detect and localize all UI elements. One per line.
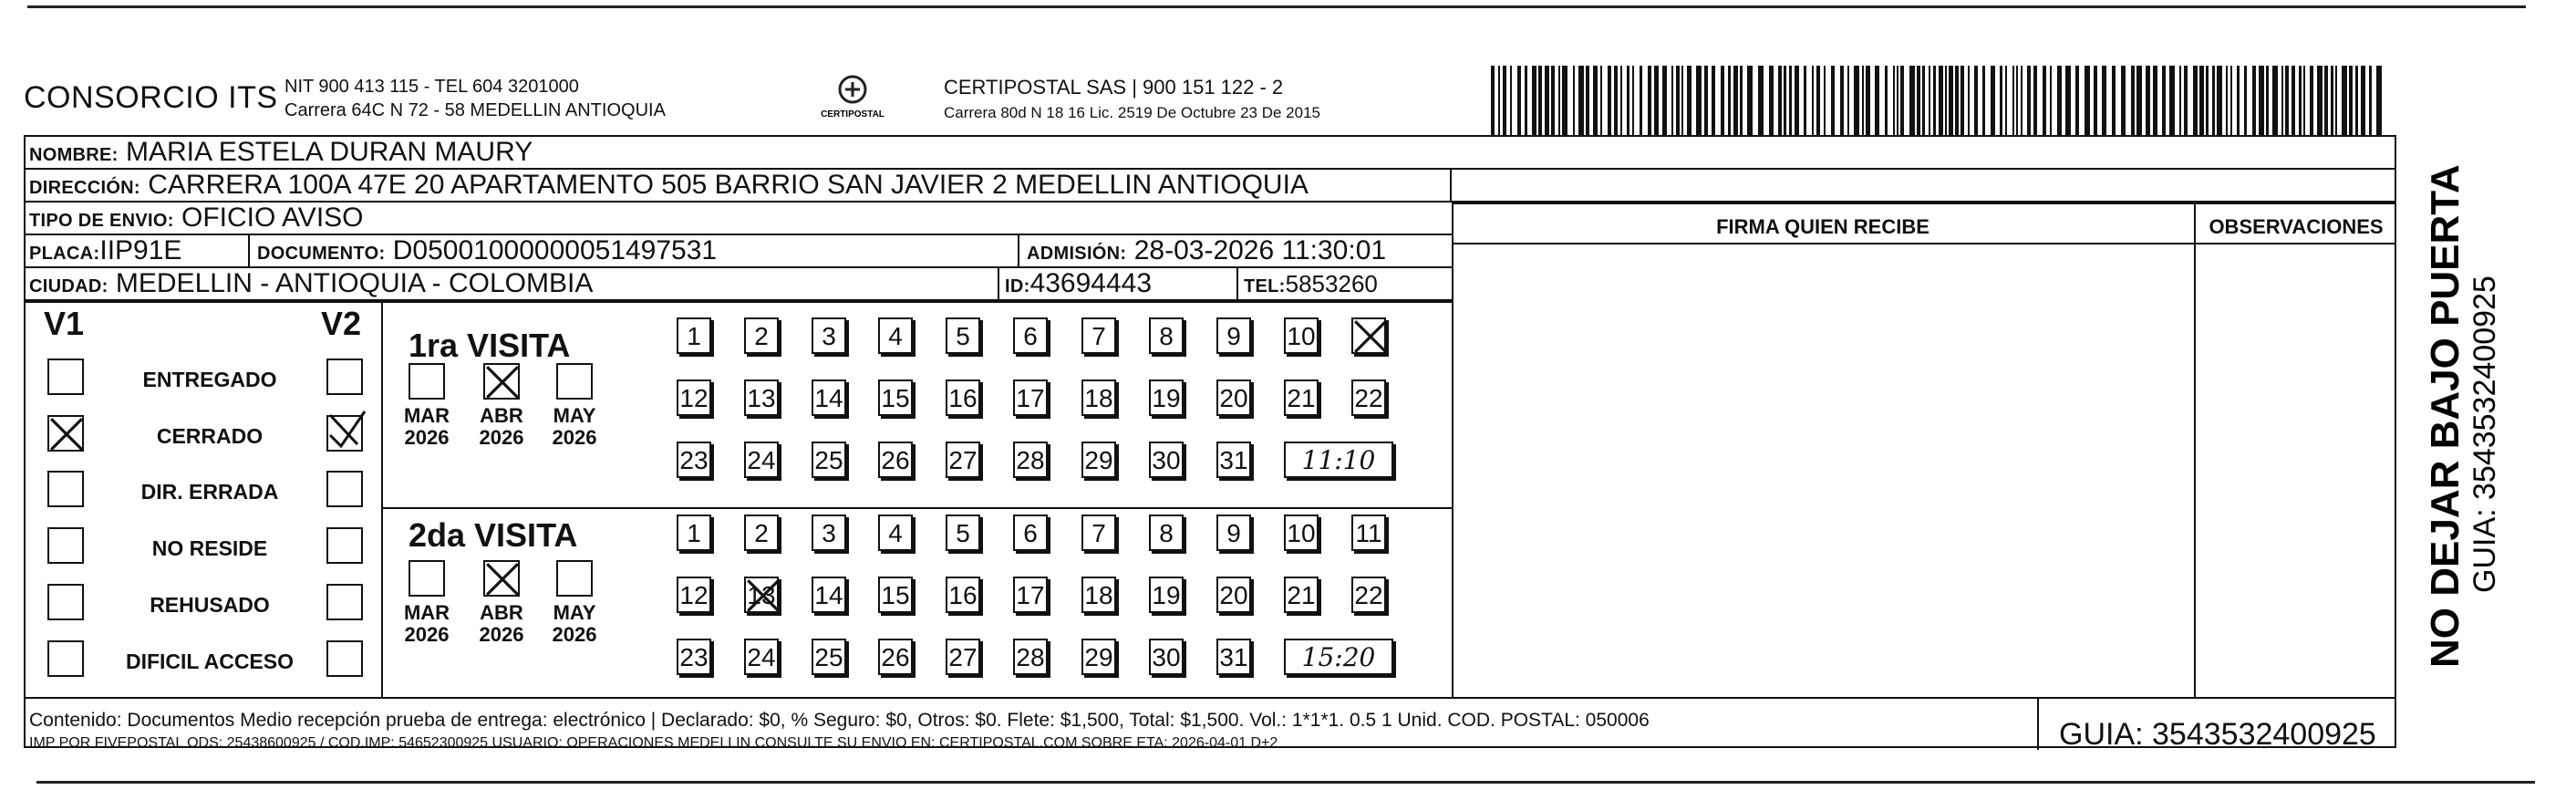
barcode-bar: [2226, 66, 2228, 137]
barcode-bar: [1769, 66, 1774, 137]
barcode-bar: [2217, 66, 2222, 137]
barcode-bar: [2179, 66, 2181, 137]
barcode-bar: [2285, 66, 2289, 137]
top-rule: [27, 5, 2526, 8]
imp-line: IMP POR FIVEPOSTAL ODS: 25438600925 / COD.IMP: 54652300925 USUARIO: OPERACIONES MEDELLIN CONSULTE SU ENVIO EN: CERTIPOSTAL.COM SOBRE ETA: 2026-04-01 D+2: [29, 735, 1278, 751]
day-box[interactable]: 28: [1013, 442, 1048, 478]
day-box[interactable]: 31: [1216, 442, 1251, 478]
signature-area[interactable]: [1455, 246, 2190, 693]
barcode-bar: [1740, 66, 1743, 137]
day-box[interactable]: 22: [1351, 379, 1386, 416]
barcode-bar: [1922, 66, 1925, 137]
tel-label: TEL:: [1244, 276, 1286, 296]
barcode-bar: [2212, 66, 2215, 137]
month-checkbox[interactable]: [409, 560, 445, 597]
day-box[interactable]: 18: [1081, 379, 1116, 416]
barcode-bar: [1893, 66, 1895, 137]
barcode-bar: [1525, 66, 1527, 137]
barcode-bar: [2027, 66, 2031, 137]
month-label: [474, 602, 529, 646]
day-box[interactable]: 14: [812, 577, 846, 613]
barcode-bar: [1640, 66, 1642, 137]
city-label: CIUDAD:: [29, 276, 109, 296]
logo-text: CERTIPOSTAL: [821, 109, 885, 120]
document-number: D05001000000051497531: [392, 235, 718, 265]
certipostal-logo: [812, 69, 894, 126]
month-name: MAR: [403, 404, 450, 427]
barcode-bar: [1854, 66, 1859, 137]
day-box[interactable]: 12: [677, 577, 711, 613]
v1-checkbox[interactable]: [47, 471, 84, 507]
day-box[interactable]: 4: [878, 515, 913, 551]
barcode-bar: [1974, 66, 1978, 137]
barcode-bar: [2050, 66, 2052, 137]
month-checkbox[interactable]: [409, 363, 445, 400]
barcode-bar: [1885, 66, 1888, 137]
barcode-bar: [1816, 66, 1820, 137]
barcode-bar: [2252, 66, 2256, 137]
day-box[interactable]: 25: [812, 442, 846, 478]
day-box[interactable]: 6: [1013, 515, 1048, 551]
city-row: [24, 268, 1452, 301]
barcode-bar: [1538, 66, 1542, 137]
day-box[interactable]: 20: [1216, 577, 1251, 613]
address-row: [24, 170, 2396, 203]
v2-checkbox[interactable]: [326, 584, 363, 620]
v2-checkbox[interactable]: [326, 415, 363, 452]
barcode-bar: [1517, 66, 1521, 137]
barcode-bar: [2065, 66, 2071, 137]
v1-label: V1: [44, 305, 85, 342]
day-box[interactable]: 13: [744, 379, 779, 416]
barcode-bar: [1728, 66, 1731, 137]
month-year: 2026: [479, 623, 524, 646]
day-box[interactable]: 2: [744, 317, 779, 354]
id-label: ID:: [1005, 276, 1030, 296]
barcode-bar: [1620, 66, 1622, 137]
v2-checkbox[interactable]: [326, 471, 363, 507]
month-label: [399, 405, 454, 449]
day-box[interactable]: 3: [812, 317, 846, 354]
barcode-bar: [1648, 66, 1651, 137]
barcode-bar: [1778, 66, 1782, 137]
barcode-bar: [1831, 66, 1835, 137]
day-box[interactable]: 7: [1081, 317, 1116, 354]
barcode-bar: [2369, 66, 2372, 137]
barcode-bar: [1875, 66, 1879, 137]
day-box[interactable]: 6: [1013, 317, 1048, 354]
barcode: [1491, 66, 2389, 137]
id-number: 43694443: [1029, 268, 1153, 298]
barcode-bar: [1955, 66, 1959, 137]
barcode-bar: [2162, 66, 2166, 137]
month-year: 2026: [552, 623, 597, 646]
month-year: 2026: [552, 426, 597, 449]
day-box[interactable]: 28: [1013, 639, 1048, 675]
month-label: [474, 405, 529, 449]
carrier-resolution: Carrera 80d N 18 16 Lic. 2519 De Octubre 23 De 2015: [944, 104, 1320, 121]
document-label: DOCUMENTO:: [257, 244, 386, 264]
day-box[interactable]: [1351, 317, 1386, 354]
barcode-bar: [2043, 66, 2046, 137]
name-label: NOMBRE:: [29, 145, 119, 165]
barcode-bar: [2033, 66, 2037, 137]
barcode-bar: [1804, 66, 1806, 137]
day-box[interactable]: 22: [1351, 577, 1386, 613]
recipient-name: MARIA ESTELA DURAN MAURY: [126, 137, 533, 167]
barcode-bar: [1789, 66, 1792, 137]
v1-checkbox[interactable]: [47, 640, 84, 677]
barcode-bar: [1498, 66, 1500, 137]
barcode-bar: [1991, 66, 1995, 137]
barcode-bar: [2303, 66, 2305, 137]
barcode-bar: [1939, 66, 1943, 137]
address-label: DIRECCIÓN:: [29, 178, 140, 198]
barcode-bar: [1632, 66, 1634, 137]
barcode-bar: [2199, 66, 2204, 137]
month-label: [547, 602, 602, 646]
barcode-bar: [2131, 66, 2135, 137]
time-box[interactable]: 11:10: [1284, 442, 1393, 478]
barcode-bar: [1608, 66, 1611, 137]
day-box[interactable]: 18: [1081, 577, 1116, 613]
month-name: MAR: [403, 601, 450, 624]
barcode-bar: [1784, 66, 1786, 137]
send-type: OFICIO AVISO: [181, 203, 364, 233]
barcode-bar: [2085, 66, 2090, 137]
no-dejar-text: NO DEJAR BAJO PUERTA: [2423, 164, 2467, 668]
barcode-bar: [2310, 66, 2313, 137]
day-box[interactable]: 29: [1081, 639, 1116, 675]
barcode-bar: [2136, 66, 2142, 137]
barcode-bar: [2259, 66, 2264, 137]
barcode-bar: [2342, 66, 2347, 137]
barcode-bar: [1532, 66, 1536, 137]
day-box[interactable]: 5: [946, 317, 980, 354]
barcode-bar: [2146, 66, 2150, 137]
barcode-bar: [2299, 66, 2302, 137]
month-checkbox[interactable]: [556, 363, 593, 400]
v1-checkbox[interactable]: [47, 359, 84, 395]
day-box[interactable]: 4: [878, 317, 913, 354]
day-box[interactable]: 23: [677, 639, 711, 675]
barcode-bar: [2272, 66, 2278, 137]
barcode-bar: [1840, 66, 1844, 137]
barcode-bar: [1600, 66, 1602, 137]
barcode-bar: [2169, 66, 2175, 137]
admission-label: ADMISIÓN:: [1027, 244, 1127, 264]
day-box[interactable]: 2: [744, 515, 779, 551]
observations-area[interactable]: [2198, 246, 2393, 693]
status-label: CERRADO: [156, 424, 264, 448]
barcode-bar: [2075, 66, 2079, 137]
visit1-title: 1ra VISITA: [409, 327, 571, 364]
barcode-bar: [2266, 66, 2269, 137]
barcode-bar: [2021, 66, 2023, 137]
plate-row: [24, 235, 1452, 268]
day-box[interactable]: 17: [1013, 379, 1048, 416]
barcode-bar: [1562, 66, 1567, 137]
day-box[interactable]: 15: [878, 379, 913, 416]
name-row: [24, 137, 2396, 170]
recipient-address: CARRERA 100A 47E 20 APARTAMENTO 505 BARRIO SAN JAVIER 2 MEDELLIN ANTIOQUIA: [148, 170, 1309, 200]
status-label: REHUSADO: [150, 593, 270, 617]
barcode-bar: [1712, 66, 1715, 137]
month-name: ABR: [480, 601, 523, 624]
month-name: MAY: [553, 404, 596, 427]
barcode-bar: [1747, 66, 1753, 137]
barcode-bar: [1824, 66, 1826, 137]
barcode-bar: [1933, 66, 1936, 137]
barcode-bar: [1614, 66, 1618, 137]
day-box[interactable]: 29: [1081, 442, 1116, 478]
day-box[interactable]: 12: [677, 379, 711, 416]
month-year: 2026: [479, 426, 524, 449]
barcode-bar: [1968, 66, 1970, 137]
barcode-bar: [1578, 66, 1584, 137]
month-checkbox[interactable]: [556, 560, 593, 597]
signature-header: FIRMA QUIEN RECIBE: [1716, 215, 1929, 238]
day-box[interactable]: 26: [878, 639, 913, 675]
v1-checkbox[interactable]: [47, 415, 84, 452]
barcode-bar: [1503, 66, 1506, 137]
barcode-bar: [2206, 66, 2209, 137]
barcode-bar: [1551, 66, 1555, 137]
barcode-bar: [1627, 66, 1629, 137]
barcode-bar: [1758, 66, 1764, 137]
barcode-bar: [2331, 66, 2333, 137]
barcode-bar: [2292, 66, 2295, 137]
barcode-bar: [1900, 66, 1904, 137]
barcode-bar: [1704, 66, 1708, 137]
barcode-bar: [2355, 66, 2358, 137]
day-box[interactable]: 16: [946, 379, 980, 416]
day-box[interactable]: 1: [677, 317, 711, 354]
barcode-bar: [1812, 66, 1814, 137]
barcode-bar: [2012, 66, 2014, 137]
day-box[interactable]: 26: [878, 442, 913, 478]
barcode-bar: [2281, 66, 2283, 137]
barcode-bar: [1795, 66, 1799, 137]
city: MEDELLIN - ANTIOQUIA - COLOMBIA: [115, 268, 594, 298]
day-box[interactable]: 19: [1149, 577, 1184, 613]
day-box[interactable]: 9: [1216, 515, 1251, 551]
day-box[interactable]: 13: [744, 577, 779, 613]
barcode-bar: [1558, 66, 1560, 137]
month-checkbox[interactable]: [483, 363, 520, 400]
address-line: Carrera 64C N 72 - 58 MEDELLIN ANTIOQUIA: [284, 100, 666, 120]
observations-header: OBSERVACIONES: [2209, 215, 2384, 238]
status-label: DIR. ERRADA: [140, 480, 279, 504]
barcode-bar: [1949, 66, 1953, 137]
barcode-bar: [2244, 66, 2247, 137]
day-box[interactable]: 25: [812, 639, 846, 675]
admission-datetime: 28-03-2026 11:30:01: [1133, 235, 1387, 265]
v1-checkbox[interactable]: [47, 527, 84, 564]
nit-line: NIT 900 413 115 - TEL 604 3201000: [284, 77, 579, 97]
day-box[interactable]: 14: [812, 379, 846, 416]
day-box[interactable]: 10: [1284, 515, 1319, 551]
plate-label: PLACA:: [29, 244, 100, 264]
status-label: NO RESIDE: [151, 536, 268, 560]
barcode-bar: [2376, 66, 2382, 137]
barcode-bar: [2057, 66, 2062, 137]
barcode-bar: [2102, 66, 2106, 137]
v1-checkbox[interactable]: [47, 584, 84, 620]
day-box[interactable]: 10: [1284, 317, 1319, 354]
barcode-bar: [1862, 66, 1864, 137]
barcode-bar: [2094, 66, 2097, 137]
send-type-label: TIPO DE ENVIO:: [29, 211, 174, 231]
day-box[interactable]: 27: [946, 639, 980, 675]
day-box[interactable]: 21: [1284, 577, 1319, 613]
barcode-bar: [1586, 66, 1589, 137]
barcode-bar: [1945, 66, 1947, 137]
barcode-bar: [1733, 66, 1738, 137]
day-box[interactable]: 17: [1013, 577, 1048, 613]
day-box[interactable]: 30: [1149, 639, 1184, 675]
barcode-bar: [2005, 66, 2007, 137]
day-box[interactable]: 24: [744, 442, 779, 478]
visit2-title: 2da VISITA: [409, 516, 578, 554]
day-box[interactable]: 20: [1216, 379, 1251, 416]
barcode-bar: [2016, 66, 2018, 137]
barcode-bar: [1696, 66, 1702, 137]
month-name: MAY: [553, 601, 596, 624]
carrier-info: [944, 75, 1320, 126]
day-box[interactable]: 31: [1216, 639, 1251, 675]
barcode-bar: [1593, 66, 1598, 137]
barcode-bar: [2153, 66, 2157, 137]
barcode-bar: [2237, 66, 2240, 137]
barcode-bar: [1897, 66, 1898, 137]
day-box[interactable]: 15: [878, 577, 913, 613]
barcode-bar: [2335, 66, 2337, 137]
day-box[interactable]: 19: [1149, 379, 1184, 416]
day-box[interactable]: 16: [946, 577, 980, 613]
day-box[interactable]: 30: [1149, 442, 1184, 478]
status-label: DIFICIL ACCESO: [125, 650, 294, 673]
carrier-line: CERTIPOSTAL SAS | 900 151 122 - 2: [944, 76, 1284, 99]
guia-number: GUIA: 3543532400925: [2059, 717, 2376, 752]
month-checkbox[interactable]: [483, 560, 520, 597]
day-box[interactable]: 7: [1081, 515, 1116, 551]
month-label: [547, 405, 602, 449]
day-box[interactable]: 27: [946, 442, 980, 478]
day-box[interactable]: 11: [1351, 515, 1386, 551]
barcode-bar: [1510, 66, 1512, 137]
barcode-bar: [1654, 66, 1659, 137]
barcode-bar: [1491, 66, 1495, 137]
day-box[interactable]: 8: [1149, 317, 1184, 354]
barcode-bar: [1929, 66, 1930, 137]
barcode-bar: [1909, 66, 1915, 137]
day-box[interactable]: 21: [1284, 379, 1319, 416]
v2-label: V2: [321, 305, 362, 342]
tel-number: 5853260: [1285, 270, 1378, 297]
barcode-bar: [1982, 66, 1985, 137]
day-box[interactable]: 9: [1216, 317, 1251, 354]
barcode-bar: [1671, 66, 1673, 137]
barcode-bar: [2361, 66, 2365, 137]
month-label: [399, 602, 454, 646]
barcode-bar: [2000, 66, 2002, 137]
barcode-bar: [2230, 66, 2232, 137]
barcode-bar: [2184, 66, 2188, 137]
month-year: 2026: [404, 623, 450, 646]
v2-checkbox[interactable]: [326, 640, 363, 677]
barcode-bar: [2324, 66, 2328, 137]
month-name: ABR: [480, 404, 523, 427]
barcode-bar: [1960, 66, 1964, 137]
day-box[interactable]: 3: [812, 515, 846, 551]
barcode-bar: [1662, 66, 1667, 137]
barcode-bar: [2349, 66, 2353, 137]
barcode-bar: [1721, 66, 1724, 137]
barcode-bar: [2121, 66, 2126, 137]
v2-checkbox[interactable]: [326, 527, 363, 564]
barcode-bar: [1847, 66, 1849, 137]
month-year: 2026: [404, 426, 450, 449]
day-box[interactable]: 23: [677, 442, 711, 478]
barcode-bar: [1545, 66, 1549, 137]
day-box[interactable]: 8: [1149, 515, 1184, 551]
barcode-bar: [1676, 66, 1680, 137]
plate: IIP91E: [99, 235, 182, 265]
status-label: ENTREGADO: [142, 368, 277, 391]
barcode-bar: [1687, 66, 1691, 137]
side-guia-text: GUIA: 3543532400925: [2467, 275, 2502, 593]
barcode-bar: [1573, 66, 1575, 137]
v2-checkbox[interactable]: [326, 359, 363, 395]
side-warning: [2407, 164, 2508, 675]
content-line: Contenido: Documentos Medio recepción prueba de entrega: electrónico | Declarado: $0, % Seguro: $0, Otros: $0. Flete: $1,500, Total: $1,500. Vol.: 1*1*1. 0.5 1 Unid. COD. POSTAL: 050006: [29, 710, 1650, 731]
company-name: CONSORCIO ITS: [24, 80, 278, 115]
day-box[interactable]: 1: [677, 515, 711, 551]
barcode-bar: [1917, 66, 1920, 137]
company-info: [284, 75, 666, 122]
time-box[interactable]: 15:20: [1284, 639, 1393, 675]
barcode-bar: [1866, 66, 1870, 137]
barcode-bar: [2112, 66, 2116, 137]
day-box[interactable]: 5: [946, 515, 980, 551]
barcode-bar: [2317, 66, 2323, 137]
barcode-bar: [1681, 66, 1683, 137]
barcode-bar: [2193, 66, 2198, 137]
send-type-row: [24, 203, 1452, 235]
day-box[interactable]: 24: [744, 639, 779, 675]
